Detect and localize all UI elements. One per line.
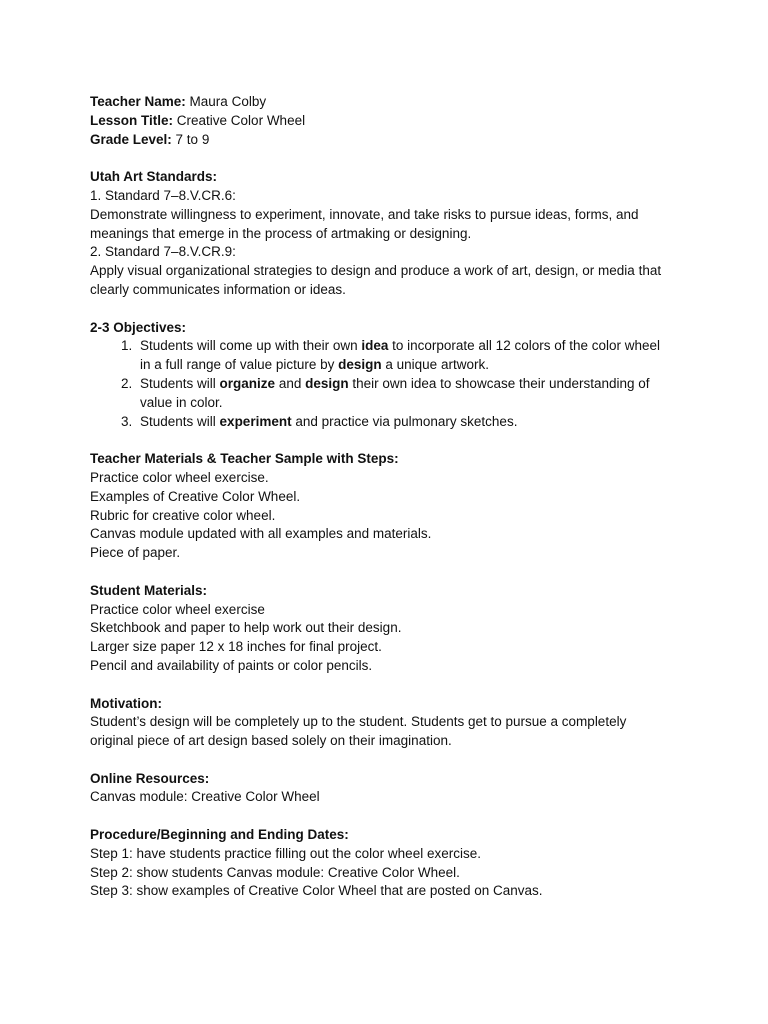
grade-level-value: 7 to 9 xyxy=(171,131,210,147)
objective-keyword: experiment xyxy=(219,413,292,429)
procedure-heading: Procedure/Beginning and Ending Dates: xyxy=(90,827,349,843)
objective-text: and xyxy=(275,375,306,391)
teacher-name-value: Maura Colby xyxy=(185,94,267,109)
objective-text: and practice via pulmonary sketches. xyxy=(291,413,518,429)
spacer xyxy=(90,431,690,450)
motivation-text: original piece of art design based solely on their imagination. xyxy=(90,733,452,749)
teacher-material-item: Piece of paper. xyxy=(90,545,181,561)
objective-keyword: organize xyxy=(219,375,276,391)
objectives-heading: 2-3 Objectives: xyxy=(90,319,187,335)
lesson-title-label: Lesson Title: xyxy=(90,112,174,128)
objective-text: Students will xyxy=(140,375,220,391)
standard-1-text: meanings that emerge in the process of artmaking or designing. xyxy=(90,225,472,241)
objective-text: value in color. xyxy=(140,394,223,410)
objective-text: Students will come up with their own xyxy=(140,338,362,354)
motivation-text: Student’s design will be completely up to the student. Students get to pursue a completely xyxy=(90,714,627,730)
spacer xyxy=(90,676,690,695)
lesson-title-value: Creative Color Wheel xyxy=(173,112,306,128)
teacher-material-item: Canvas module updated with all examples and materials. xyxy=(90,526,432,542)
objective-keyword: idea xyxy=(361,338,389,354)
procedure-step: Step 1: have students practice filling out the color wheel exercise. xyxy=(90,845,481,861)
spacer xyxy=(90,563,690,582)
teacher-material-item: Practice color wheel exercise. xyxy=(90,469,269,485)
objective-text: to incorporate all 12 colors of the color wheel xyxy=(388,338,661,354)
student-material-item: Practice color wheel exercise xyxy=(90,601,265,617)
spacer xyxy=(90,149,690,168)
student-material-item: Sketchbook and paper to help work out their design. xyxy=(90,620,402,636)
objectives-list xyxy=(90,337,690,431)
teacher-material-item: Rubric for creative color wheel. xyxy=(90,507,276,523)
standard-2-text: Apply visual organizational strategies to design and produce a work of art, design, or media that xyxy=(90,263,662,279)
lesson-title-line xyxy=(90,112,690,131)
spacer xyxy=(90,300,690,319)
online-resources-heading: Online Resources: xyxy=(90,770,210,786)
standards-heading: Utah Art Standards: xyxy=(90,169,218,185)
objective-text: a unique artwork. xyxy=(381,357,489,373)
objective-item xyxy=(136,375,690,413)
objective-text: their own idea to showcase their understanding of xyxy=(348,375,650,391)
objective-item xyxy=(136,337,690,375)
student-materials-heading: Student Materials: xyxy=(90,582,208,598)
objective-text: Students will xyxy=(140,413,220,429)
grade-level-line xyxy=(90,131,690,150)
teacher-name-line xyxy=(90,93,690,112)
objective-keyword: design xyxy=(338,357,382,373)
teacher-material-item: Examples of Creative Color Wheel. xyxy=(90,488,301,504)
standard-1-title: 1. Standard 7–8.V.CR.6: xyxy=(90,187,236,203)
spacer xyxy=(90,751,690,770)
procedure-step: Step 3: show examples of Creative Color Wheel that are posted on Canvas. xyxy=(90,883,543,899)
grade-level-label: Grade Level: xyxy=(90,131,172,147)
procedure-step: Step 2: show students Canvas module: Creative Color Wheel. xyxy=(90,864,460,880)
objective-text: in a full range of value picture by xyxy=(140,357,339,373)
lesson-plan-document xyxy=(90,93,690,901)
student-material-item: Pencil and availability of paints or color pencils. xyxy=(90,657,373,673)
standard-1-text: Demonstrate willingness to experiment, innovate, and take risks to pursue ideas, forms, and xyxy=(90,206,639,222)
student-material-item: Larger size paper 12 x 18 inches for final project. xyxy=(90,639,382,655)
spacer xyxy=(90,807,690,826)
objective-keyword: design xyxy=(305,375,349,391)
teacher-name-label: Teacher Name: xyxy=(90,94,186,109)
motivation-heading: Motivation: xyxy=(90,695,162,711)
teacher-materials-heading: Teacher Materials & Teacher Sample with Steps: xyxy=(90,451,399,467)
standard-2-text: clearly communicates information or ideas. xyxy=(90,281,346,297)
online-resource-item: Canvas module: Creative Color Wheel xyxy=(90,789,320,805)
objective-item xyxy=(136,413,690,432)
standard-2-title: 2. Standard 7–8.V.CR.9: xyxy=(90,244,236,260)
